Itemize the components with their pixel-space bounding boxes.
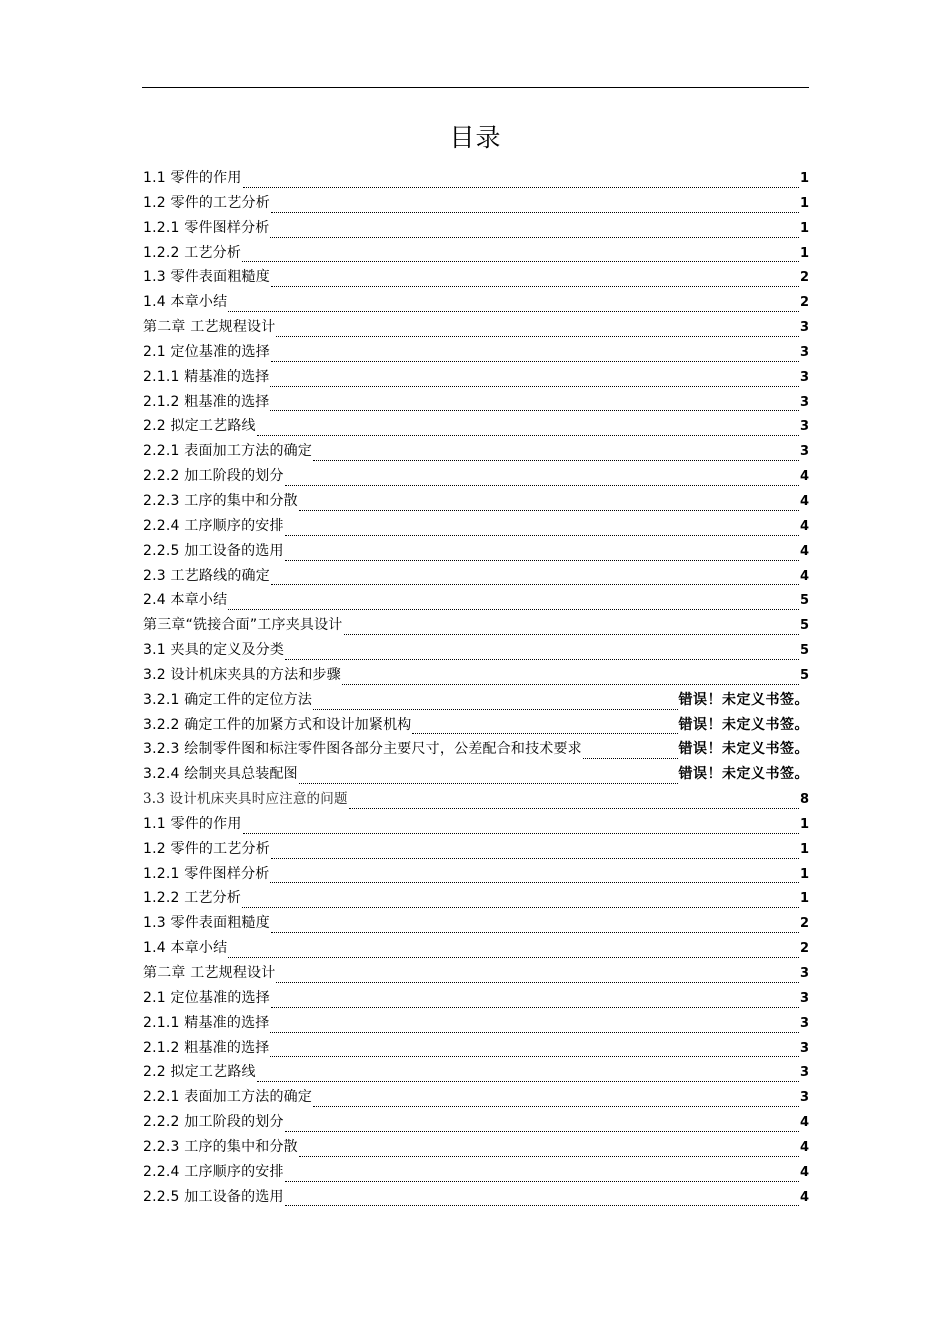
toc-page-number: 5 xyxy=(799,593,809,609)
toc-dot-leader xyxy=(299,1156,799,1157)
toc-entry-title: 3.2.2 确定工件的加紧方式和设计加紧机构 xyxy=(143,716,412,733)
toc-dot-leader xyxy=(270,1032,798,1033)
toc-entry[interactable] xyxy=(143,1085,809,1110)
toc-page-number: 5 xyxy=(799,618,809,634)
toc-entry-title: 2.1 定位基准的选择 xyxy=(143,989,270,1006)
toc-entry-title: 第二章 工艺规程设计 xyxy=(143,319,276,336)
toc-page-number: 2 xyxy=(799,916,809,932)
toc-entry-title: 2.1.2 粗基准的选择 xyxy=(143,393,270,410)
toc-dot-leader xyxy=(299,783,678,784)
toc-dot-leader xyxy=(313,1106,799,1107)
toc-page-number: 4 xyxy=(799,1139,809,1155)
toc-entry-title: 1.3 零件表面粗糙度 xyxy=(143,915,270,932)
toc-page-number: 4 xyxy=(799,518,809,534)
toc-page-error: 错误！未定义书签。 xyxy=(678,716,809,733)
toc-dot-leader xyxy=(228,957,799,958)
toc-dot-leader xyxy=(228,311,799,312)
toc-dot-leader xyxy=(285,535,799,536)
toc-entry-title: 1.1 零件的作用 xyxy=(143,815,242,832)
toc-entry[interactable] xyxy=(143,365,809,390)
toc-page-number: 1 xyxy=(799,866,809,882)
toc-dot-leader xyxy=(583,758,678,759)
toc-dot-leader xyxy=(228,609,799,610)
toc-dot-leader xyxy=(257,1081,799,1082)
toc-page-number: 8 xyxy=(799,792,809,808)
toc-entry[interactable] xyxy=(143,290,809,315)
toc-entry[interactable] xyxy=(143,414,809,439)
toc-dot-leader xyxy=(270,386,798,387)
toc-page-error: 错误！未定义书签。 xyxy=(678,741,809,758)
toc-entry[interactable] xyxy=(143,1135,809,1160)
toc-page-number: 1 xyxy=(799,220,809,236)
toc-entry-title: 2.2.3 工序的集中和分散 xyxy=(143,492,298,509)
toc-entry[interactable] xyxy=(143,216,809,241)
toc-entry-title: 1.2.1 零件图样分析 xyxy=(143,219,270,236)
toc-dot-leader xyxy=(313,709,677,710)
toc-entry[interactable] xyxy=(143,265,809,290)
toc-entry[interactable] xyxy=(143,688,809,713)
toc-entry-title: 1.2.2 工艺分析 xyxy=(143,244,242,261)
toc-entry[interactable] xyxy=(143,638,809,663)
toc-dot-leader xyxy=(242,907,799,908)
toc-page-number: 4 xyxy=(799,543,809,559)
toc-entry-title: 2.4 本章小结 xyxy=(143,592,228,609)
toc-entry-title: 1.4 本章小结 xyxy=(143,294,228,311)
toc-dot-leader xyxy=(271,584,799,585)
toc-dot-leader xyxy=(243,833,799,834)
toc-entry-title: 2.2.2 加工阶段的划分 xyxy=(143,468,284,485)
toc-list xyxy=(143,166,809,1209)
toc-entry-title: 2.3 工艺路线的确定 xyxy=(143,567,270,584)
toc-entry[interactable] xyxy=(143,439,809,464)
toc-entry-title: 3.1 夹具的定义及分类 xyxy=(143,642,285,659)
toc-entry-title: 2.1.1 精基准的选择 xyxy=(143,1014,270,1031)
toc-entry[interactable] xyxy=(143,1110,809,1135)
toc-dot-leader xyxy=(349,808,799,809)
toc-entry[interactable] xyxy=(143,713,809,738)
toc-dot-leader xyxy=(342,684,799,685)
toc-entry[interactable] xyxy=(143,390,809,415)
toc-entry[interactable] xyxy=(143,514,809,539)
toc-entry[interactable] xyxy=(143,1036,809,1061)
toc-page-number: 3 xyxy=(799,1040,809,1056)
toc-page-number: 3 xyxy=(799,990,809,1006)
toc-entry[interactable] xyxy=(143,340,809,365)
toc-entry[interactable] xyxy=(143,166,809,191)
toc-page-number: 1 xyxy=(799,841,809,857)
toc-entry-title: 2.1.1 精基准的选择 xyxy=(143,368,270,385)
toc-page-number: 4 xyxy=(799,1189,809,1205)
toc-page-number: 3 xyxy=(799,1015,809,1031)
toc-entry[interactable] xyxy=(143,315,809,340)
toc-page-number: 4 xyxy=(799,1115,809,1131)
toc-entry[interactable] xyxy=(143,1185,809,1210)
toc-dot-leader xyxy=(243,187,799,188)
toc-dot-leader xyxy=(242,261,799,262)
toc-entry[interactable] xyxy=(143,489,809,514)
toc-entry[interactable] xyxy=(143,787,809,812)
toc-entry[interactable] xyxy=(143,1060,809,1085)
toc-entry-title: 第三章“铣接合面”工序夹具设计 xyxy=(143,617,343,634)
toc-entry[interactable] xyxy=(143,588,809,613)
toc-dot-leader xyxy=(271,212,799,213)
toc-page-number: 1 xyxy=(799,816,809,832)
toc-page-number: 5 xyxy=(799,667,809,683)
toc-page-number: 2 xyxy=(799,270,809,286)
toc-page-error: 错误！未定义书签。 xyxy=(678,766,809,783)
toc-entry[interactable] xyxy=(143,762,809,787)
toc-entry[interactable] xyxy=(143,986,809,1011)
toc-page-number: 3 xyxy=(799,1090,809,1106)
toc-entry-title: 3.2 设计机床夹具的方法和步骤 xyxy=(143,666,341,683)
toc-entry-title: 2.2.2 加工阶段的划分 xyxy=(143,1114,284,1131)
toc-entry[interactable] xyxy=(143,961,809,986)
toc-entry[interactable] xyxy=(143,464,809,489)
toc-page-number: 3 xyxy=(799,1065,809,1081)
toc-entry[interactable] xyxy=(143,191,809,216)
toc-entry-title: 1.2.1 零件图样分析 xyxy=(143,865,270,882)
toc-page-number: 5 xyxy=(799,643,809,659)
toc-entry-title: 3.2.1 确定工件的定位方法 xyxy=(143,691,313,708)
toc-page-number: 4 xyxy=(799,469,809,485)
toc-page-number: 3 xyxy=(799,344,809,360)
toc-page-number: 2 xyxy=(799,295,809,311)
toc-entry[interactable] xyxy=(143,1160,809,1185)
toc-entry[interactable] xyxy=(143,886,809,911)
toc-dot-leader xyxy=(285,485,799,486)
toc-entry[interactable] xyxy=(143,737,809,762)
toc-dot-leader xyxy=(285,659,799,660)
toc-entry-title: 2.2.1 表面加工方法的确定 xyxy=(143,443,313,460)
toc-dot-leader xyxy=(270,410,798,411)
toc-entry[interactable] xyxy=(143,1011,809,1036)
toc-dot-leader xyxy=(285,1181,799,1182)
toc-entry-title: 1.1 零件的作用 xyxy=(143,170,242,186)
toc-page-number: 4 xyxy=(799,568,809,584)
toc-entry-title: 2.2.5 加工设备的选用 xyxy=(143,1188,284,1205)
toc-entry[interactable] xyxy=(143,663,809,688)
toc-page-number: 3 xyxy=(799,320,809,336)
toc-entry-title: 2.2.3 工序的集中和分散 xyxy=(143,1138,298,1155)
page-title: 目录 xyxy=(449,123,502,152)
toc-dot-leader xyxy=(270,237,798,238)
toc-entry-title: 2.2.1 表面加工方法的确定 xyxy=(143,1089,313,1106)
toc-entry-title: 1.2 零件的工艺分析 xyxy=(143,840,270,857)
toc-dot-leader xyxy=(285,1205,799,1206)
toc-entry[interactable] xyxy=(143,862,809,887)
toc-entry-title: 1.2 零件的工艺分析 xyxy=(143,194,270,211)
toc-entry[interactable] xyxy=(143,837,809,862)
toc-dot-leader xyxy=(276,336,799,337)
toc-dot-leader xyxy=(271,1007,799,1008)
toc-entry-title: 2.2.4 工序顺序的安排 xyxy=(143,1163,284,1180)
toc-dot-leader xyxy=(257,435,799,436)
toc-dot-leader xyxy=(344,634,799,635)
toc-dot-leader xyxy=(271,361,799,362)
toc-entry[interactable] xyxy=(143,241,809,266)
toc-dot-leader xyxy=(285,1131,799,1132)
toc-page-number: 3 xyxy=(799,394,809,410)
toc-entry-title: 第二章 工艺规程设计 xyxy=(143,965,276,981)
toc-entry-title: 2.1 定位基准的选择 xyxy=(143,343,270,360)
toc-entry-title: 1.2.2 工艺分析 xyxy=(143,890,242,907)
toc-page-number: 3 xyxy=(799,369,809,385)
toc-entry[interactable] xyxy=(143,613,809,638)
toc-page-number: 3 xyxy=(799,444,809,460)
toc-entry-title: 2.2 拟定工艺路线 xyxy=(143,418,256,435)
toc-dot-leader xyxy=(270,1056,798,1057)
toc-page-number: 3 xyxy=(799,966,809,981)
toc-page-number: 1 xyxy=(799,171,809,186)
toc-page-number: 4 xyxy=(799,493,809,509)
toc-dot-leader xyxy=(412,733,677,734)
toc-entry[interactable] xyxy=(143,564,809,589)
header-rule xyxy=(142,87,809,88)
toc-dot-leader xyxy=(299,510,799,511)
toc-entry[interactable] xyxy=(143,911,809,936)
toc-entry-title: 2.1.2 粗基准的选择 xyxy=(143,1039,270,1056)
toc-dot-leader xyxy=(313,460,799,461)
toc-entry[interactable] xyxy=(143,936,809,961)
toc-entry-title: 3.2.3 绘制零件图和标注零件图各部分主要尺寸，公差配合和技术要求 xyxy=(143,741,582,758)
toc-entry[interactable] xyxy=(143,539,809,564)
toc-dot-leader xyxy=(276,982,799,983)
toc-page-number: 2 xyxy=(799,941,809,957)
toc-page-number: 1 xyxy=(799,245,809,261)
toc-dot-leader xyxy=(285,560,799,561)
toc-entry-title: 1.4 本章小结 xyxy=(143,940,228,957)
toc-entry-title: 2.2 拟定工艺路线 xyxy=(143,1064,256,1081)
toc-entry-title: 1.3 零件表面粗糙度 xyxy=(143,269,270,286)
toc-entry[interactable] xyxy=(143,812,809,837)
toc-page-error: 错误！未定义书签。 xyxy=(678,691,809,708)
toc-page-number: 4 xyxy=(799,1164,809,1180)
toc-page-number: 1 xyxy=(799,195,809,211)
toc-dot-leader xyxy=(270,882,798,883)
toc-dot-leader xyxy=(271,286,799,287)
toc-entry-title: 2.2.5 加工设备的选用 xyxy=(143,542,284,559)
toc-entry-title: 3.3 设计机床夹具时应注意的问题 xyxy=(143,791,348,808)
toc-dot-leader xyxy=(271,932,799,933)
toc-dot-leader xyxy=(271,858,799,859)
toc-page-number: 3 xyxy=(799,419,809,435)
toc-entry-title: 2.2.4 工序顺序的安排 xyxy=(143,517,284,534)
toc-page-number: 1 xyxy=(799,891,809,907)
toc-entry-title: 3.2.4 绘制夹具总装配图 xyxy=(143,766,298,783)
